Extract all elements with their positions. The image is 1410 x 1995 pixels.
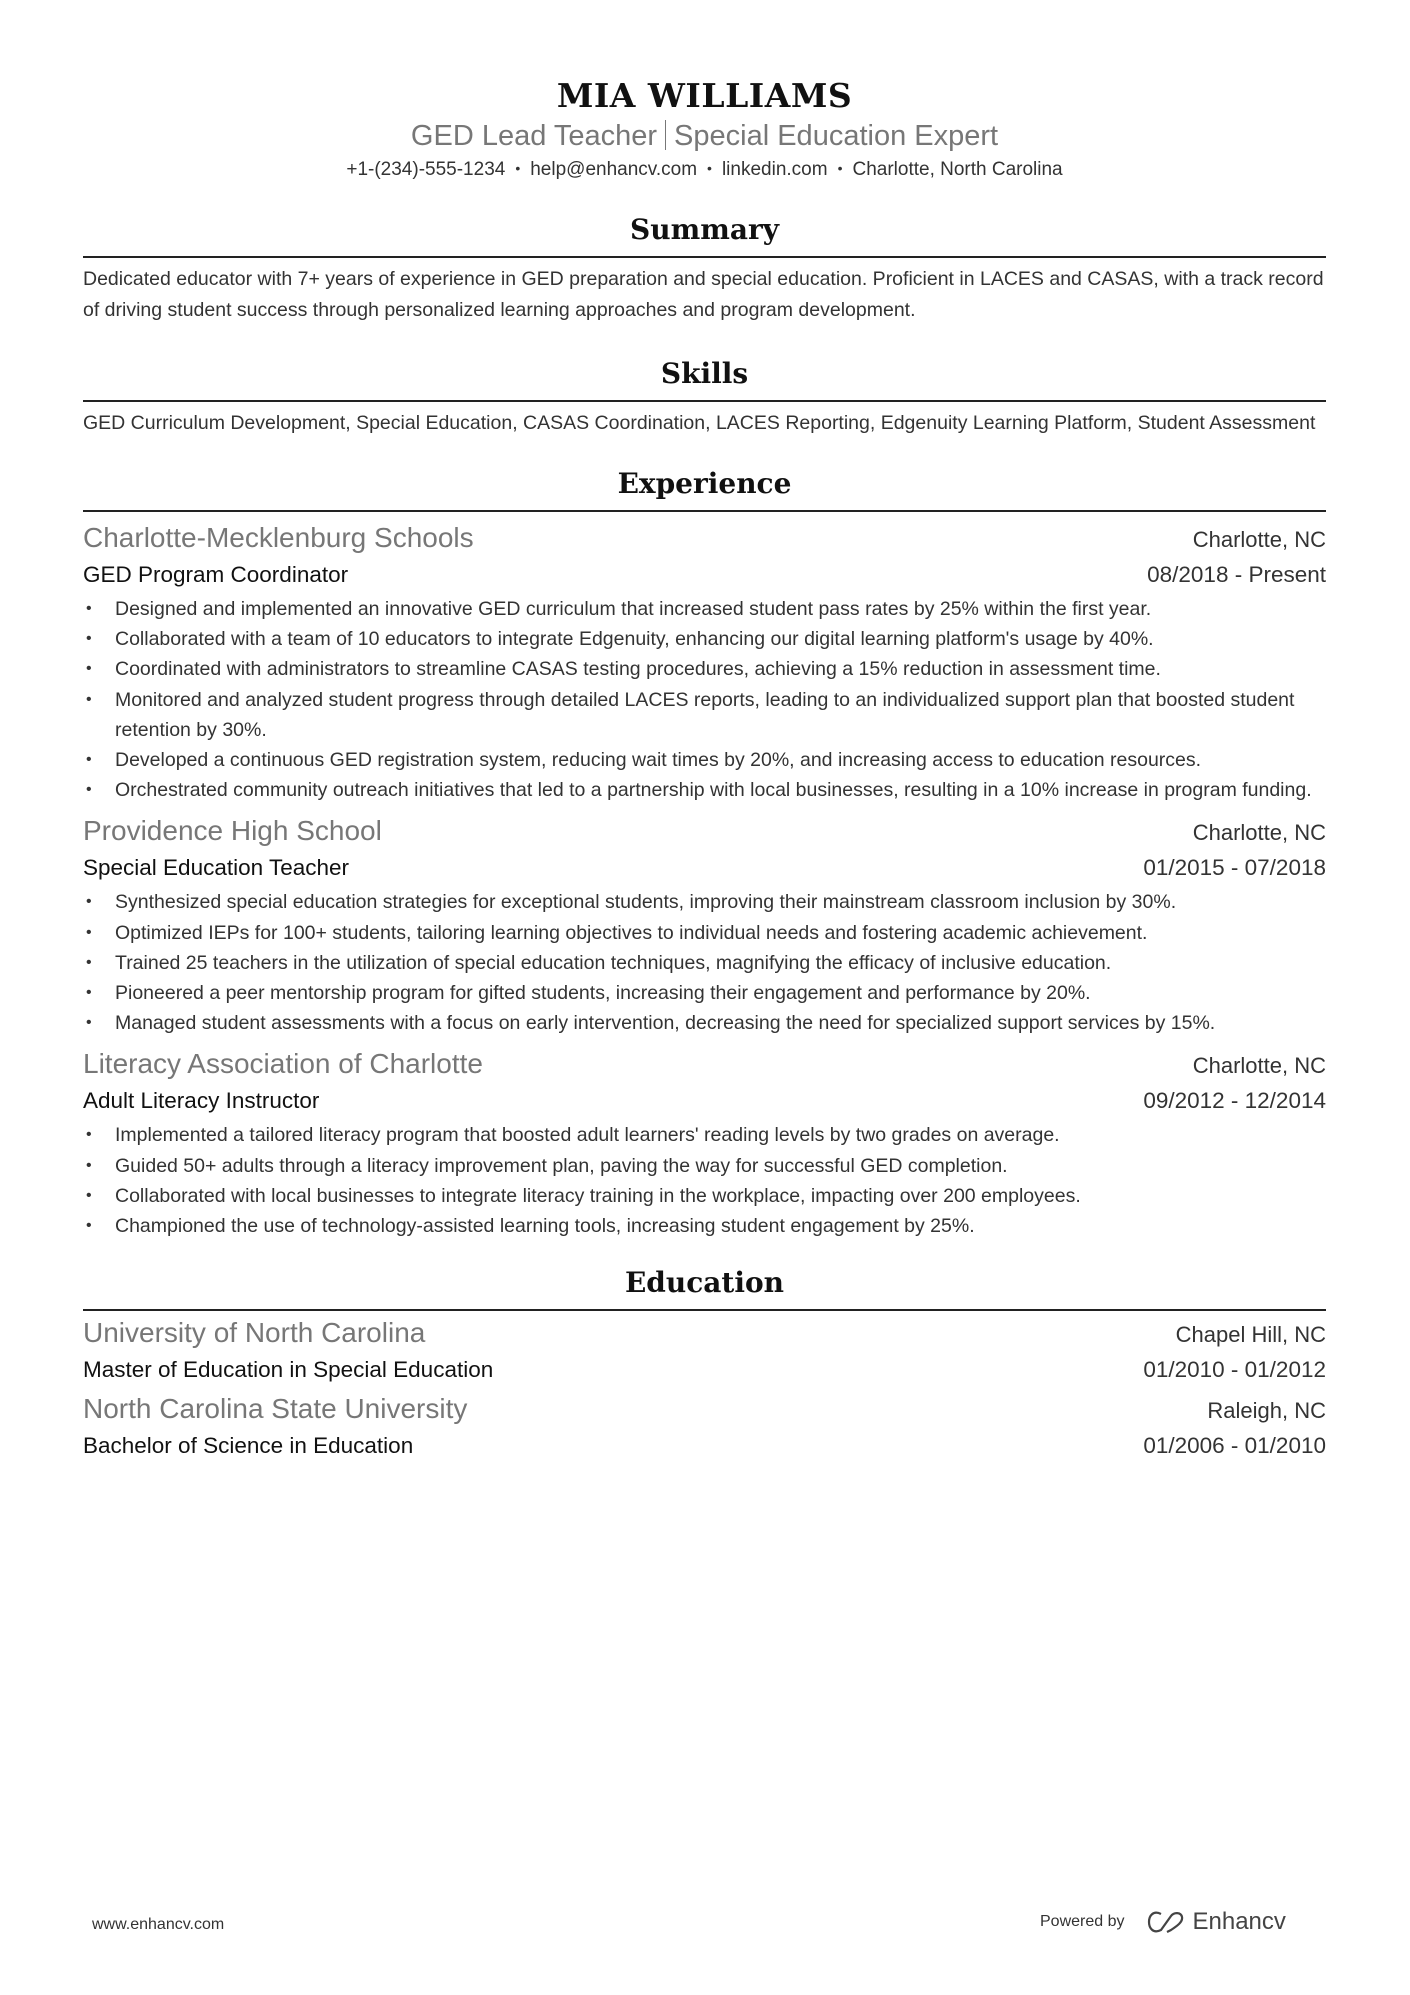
summary-heading: Summary bbox=[83, 212, 1326, 258]
entry-role-row bbox=[83, 851, 1326, 885]
separator-dot: • bbox=[837, 160, 843, 176]
achievement-bullet: • Developed a continuous GED registration system, reducing wait times by 20%, and increasing access to education resources. bbox=[83, 745, 1326, 775]
job-dates: 08/2018 - Present bbox=[1147, 562, 1326, 587]
achievement-bullet: • Pioneered a peer mentorship program for gifted students, increasing their engagement and performance by 20%. bbox=[83, 978, 1326, 1008]
job-location: Charlotte, NC bbox=[1192, 1053, 1326, 1079]
achievement-bullet: • Championed the use of technology-assisted learning tools, increasing student engagement by 25%. bbox=[83, 1211, 1326, 1241]
job-role: Special Education Teacher bbox=[83, 855, 350, 881]
enhancv-logo-icon bbox=[1147, 1910, 1185, 1934]
contact-email[interactable]: help@enhancv.com bbox=[530, 159, 698, 180]
contact-linkedin[interactable]: linkedin.com bbox=[721, 159, 828, 180]
degree: Bachelor of Science in Education bbox=[83, 1433, 414, 1459]
achievement-bullet: • Collaborated with local businesses to integrate literacy training in the workplace, impacting over 200 employees. bbox=[83, 1181, 1326, 1211]
brand-name: Enhancv bbox=[1192, 1908, 1286, 1935]
achievement-bullet: • Orchestrated community outreach initiatives that led to a partnership with local businesses, resulting in a 10% increase in program funding. bbox=[83, 775, 1326, 805]
powered-by-label: Powered by bbox=[1040, 1913, 1125, 1930]
contact-line bbox=[83, 154, 1326, 184]
separator-dot: • bbox=[515, 160, 521, 176]
achievement-list bbox=[83, 594, 1326, 805]
achievement-bullet: • Managed student assessments with a focus on early intervention, decreasing the need for specialized support services by 15%. bbox=[83, 1008, 1326, 1038]
achievement-bullet: • Monitored and analyzed student progress through detailed LACES reports, leading to an individualized support plan that boosted student retention by 30%. bbox=[83, 685, 1326, 745]
entry-role-row bbox=[83, 1084, 1326, 1118]
achievement-bullet: • Coordinated with administrators to streamline CASAS testing procedures, achieving a 15% reduction in assessment time. bbox=[83, 654, 1326, 684]
job-dates: 01/2015 - 07/2018 bbox=[1143, 855, 1326, 881]
footer-branding bbox=[1040, 1908, 1286, 1936]
achievement-bullet: • Guided 50+ adults through a literacy improvement plan, paving the way for successful GED completion. bbox=[83, 1151, 1326, 1181]
achievement-bullet: • Implemented a tailored literacy program that boosted adult learners' reading levels by two grades on average. bbox=[83, 1120, 1326, 1150]
school-name: University of North Carolina bbox=[83, 1317, 426, 1349]
entry-header-row bbox=[83, 813, 1326, 851]
entry-header-row bbox=[83, 1315, 1326, 1353]
title-secondary: Special Education Expert bbox=[674, 120, 999, 152]
company-name: Literacy Association of Charlotte bbox=[83, 1048, 483, 1080]
company-name: Providence High School bbox=[83, 815, 382, 847]
degree: Master of Education in Special Education bbox=[83, 1357, 494, 1383]
job-location: Charlotte, NC bbox=[1192, 527, 1326, 552]
summary-text: Dedicated educator with 7+ years of experience in GED preparation and special education. Proficient in LACES and CASAS, with a track record of driving student success through personalized learning approaches and program development. bbox=[83, 268, 1324, 321]
job-location: Charlotte, NC bbox=[1192, 820, 1326, 846]
job-role: Adult Literacy Instructor bbox=[83, 1088, 320, 1114]
education-dates: 01/2006 - 01/2010 bbox=[1143, 1433, 1326, 1459]
entry-header-row bbox=[83, 1046, 1326, 1084]
entry-degree-row bbox=[83, 1353, 1326, 1387]
achievement-bullet: • Collaborated with a team of 10 educators to integrate Edgenuity, enhancing our digital learning platform's usage by 40%. bbox=[83, 624, 1326, 654]
achievement-list bbox=[83, 887, 1326, 1038]
education-dates: 01/2010 - 01/2012 bbox=[1143, 1357, 1326, 1383]
education-heading: Education bbox=[83, 1265, 1326, 1311]
skills-text: GED Curriculum Development, Special Education, CASAS Coordination, LACES Reporting, Edgenuity Learning Platform, Student Assessment bbox=[83, 412, 1316, 434]
achievement-bullet: • Optimized IEPs for 100+ students, tailoring learning objectives to individual needs and fostering academic achievement. bbox=[83, 918, 1326, 948]
achievement-bullet: • Synthesized special education strategies for exceptional students, improving their mainstream classroom inclusion by 30%. bbox=[83, 887, 1326, 917]
entry-header-row bbox=[83, 520, 1326, 558]
entry-degree-row bbox=[83, 1429, 1326, 1463]
education-list bbox=[83, 1315, 1326, 1463]
title-primary: GED Lead Teacher bbox=[410, 120, 658, 152]
achievement-bullet: • Trained 25 teachers in the utilization of special education techniques, magnifying the efficacy of inclusive education. bbox=[83, 948, 1326, 978]
company-name: Charlotte-Mecklenburg Schools bbox=[83, 522, 474, 553]
contact-phone: +1-(234)-555-1234 bbox=[346, 159, 506, 180]
entry-header-row bbox=[83, 1391, 1326, 1429]
experience-list bbox=[83, 520, 1326, 1241]
education-entry bbox=[83, 1391, 1326, 1463]
experience-heading: Experience bbox=[83, 466, 1326, 512]
achievement-list bbox=[83, 1120, 1326, 1241]
experience-entry bbox=[83, 520, 1326, 805]
title-divider bbox=[665, 120, 666, 150]
school-location: Chapel Hill, NC bbox=[1175, 1322, 1326, 1348]
enhancv-logo bbox=[1147, 1908, 1286, 1936]
school-name: North Carolina State University bbox=[83, 1393, 468, 1425]
school-location: Raleigh, NC bbox=[1207, 1398, 1326, 1424]
job-role: GED Program Coordinator bbox=[83, 562, 349, 587]
achievement-bullet: • Designed and implemented an innovative GED curriculum that increased student pass rates by 25% within the first year. bbox=[83, 594, 1326, 624]
experience-entry bbox=[83, 813, 1326, 1038]
job-dates: 09/2012 - 12/2014 bbox=[1143, 1088, 1326, 1114]
education-entry bbox=[83, 1315, 1326, 1387]
skills-heading: Skills bbox=[83, 356, 1326, 402]
candidate-name: MIA WILLIAMS bbox=[556, 76, 853, 115]
candidate-title bbox=[83, 118, 1326, 154]
separator-dot: • bbox=[707, 160, 712, 176]
entry-role-row bbox=[83, 558, 1326, 592]
contact-location: Charlotte, North Carolina bbox=[852, 159, 1063, 180]
experience-entry bbox=[83, 1046, 1326, 1241]
footer-website[interactable]: www.enhancv.com bbox=[92, 1916, 225, 1933]
